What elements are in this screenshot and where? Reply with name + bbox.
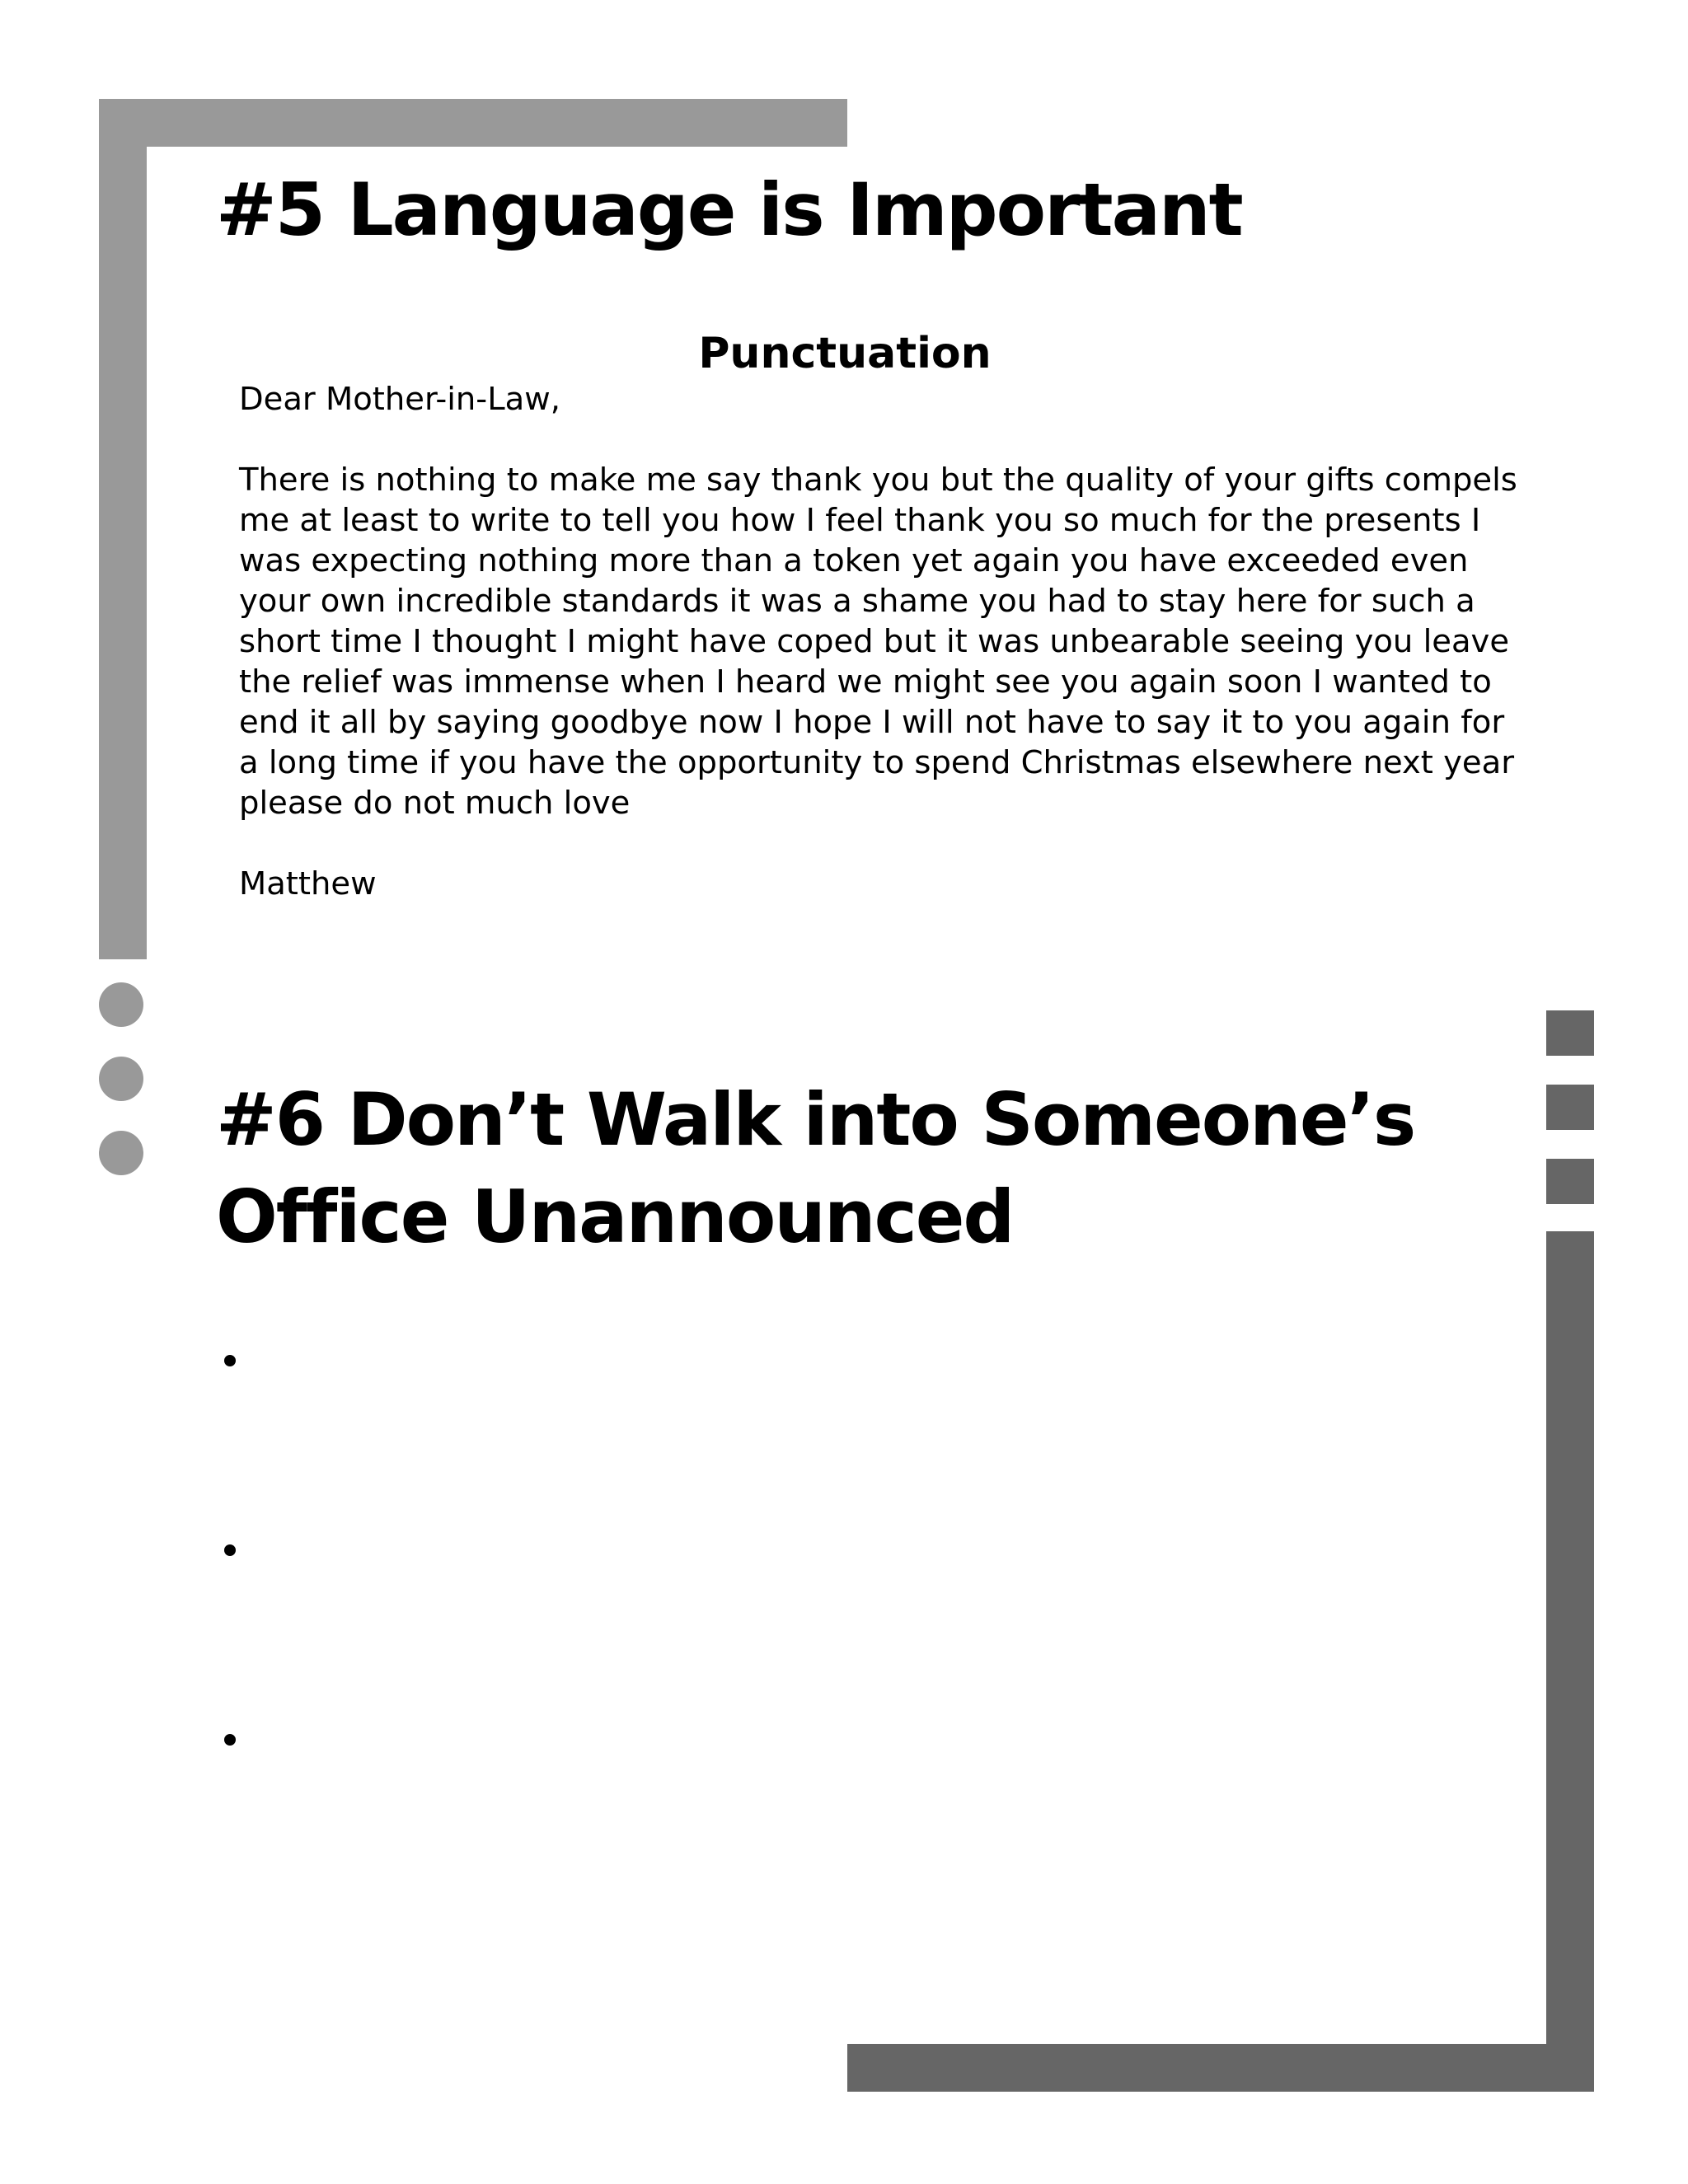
bullet-icon: [224, 1355, 236, 1366]
punctuation-subheading: Punctuation: [698, 329, 992, 378]
bullet-icon: [224, 1544, 236, 1556]
decorative-square: [1546, 1085, 1594, 1130]
top-left-frame-bar: [99, 99, 847, 147]
bullet-list: [216, 1335, 1452, 1904]
list-item: [216, 1525, 1452, 1714]
list-item: [216, 1714, 1452, 1904]
decorative-square: [1546, 1010, 1594, 1056]
left-frame-bar: [99, 99, 147, 959]
letter-signature: Matthew: [239, 865, 377, 902]
section-6-heading: #6 Don’t Walk into Someone’s Office Unannounced: [216, 1077, 1415, 1259]
decorative-dot: [99, 982, 143, 1027]
bottom-right-frame-bar: [847, 2044, 1594, 2092]
letter-body: There is nothing to make me say thank you but the quality of your gifts compels me at least to write to tell you how I feel thank you so much for the presents I was expecting nothing more than a token yet again you have exceeded even your own incredible standards it was a shame you had to stay here for such a short time I thought I might have coped but it was unbearable seeing you leave the relief was immense when I heard we might see you again soon I wanted to end it all by saying goodbye now I hope I will not have to say it to you again for a long time if you have the opportunity to spend Christmas elsewhere next year please do not much love: [239, 462, 1517, 822]
example-letter: [239, 379, 1525, 904]
list-item: [216, 1335, 1452, 1525]
right-frame-bar: [1546, 1231, 1594, 2092]
decorative-dot: [99, 1131, 143, 1175]
decorative-square: [1546, 1159, 1594, 1204]
decorative-dot: [99, 1057, 143, 1101]
bullet-icon: [224, 1734, 236, 1746]
letter-greeting: Dear Mother-in-Law,: [239, 381, 560, 418]
section-5-heading: #5 Language is Important: [216, 167, 1242, 252]
